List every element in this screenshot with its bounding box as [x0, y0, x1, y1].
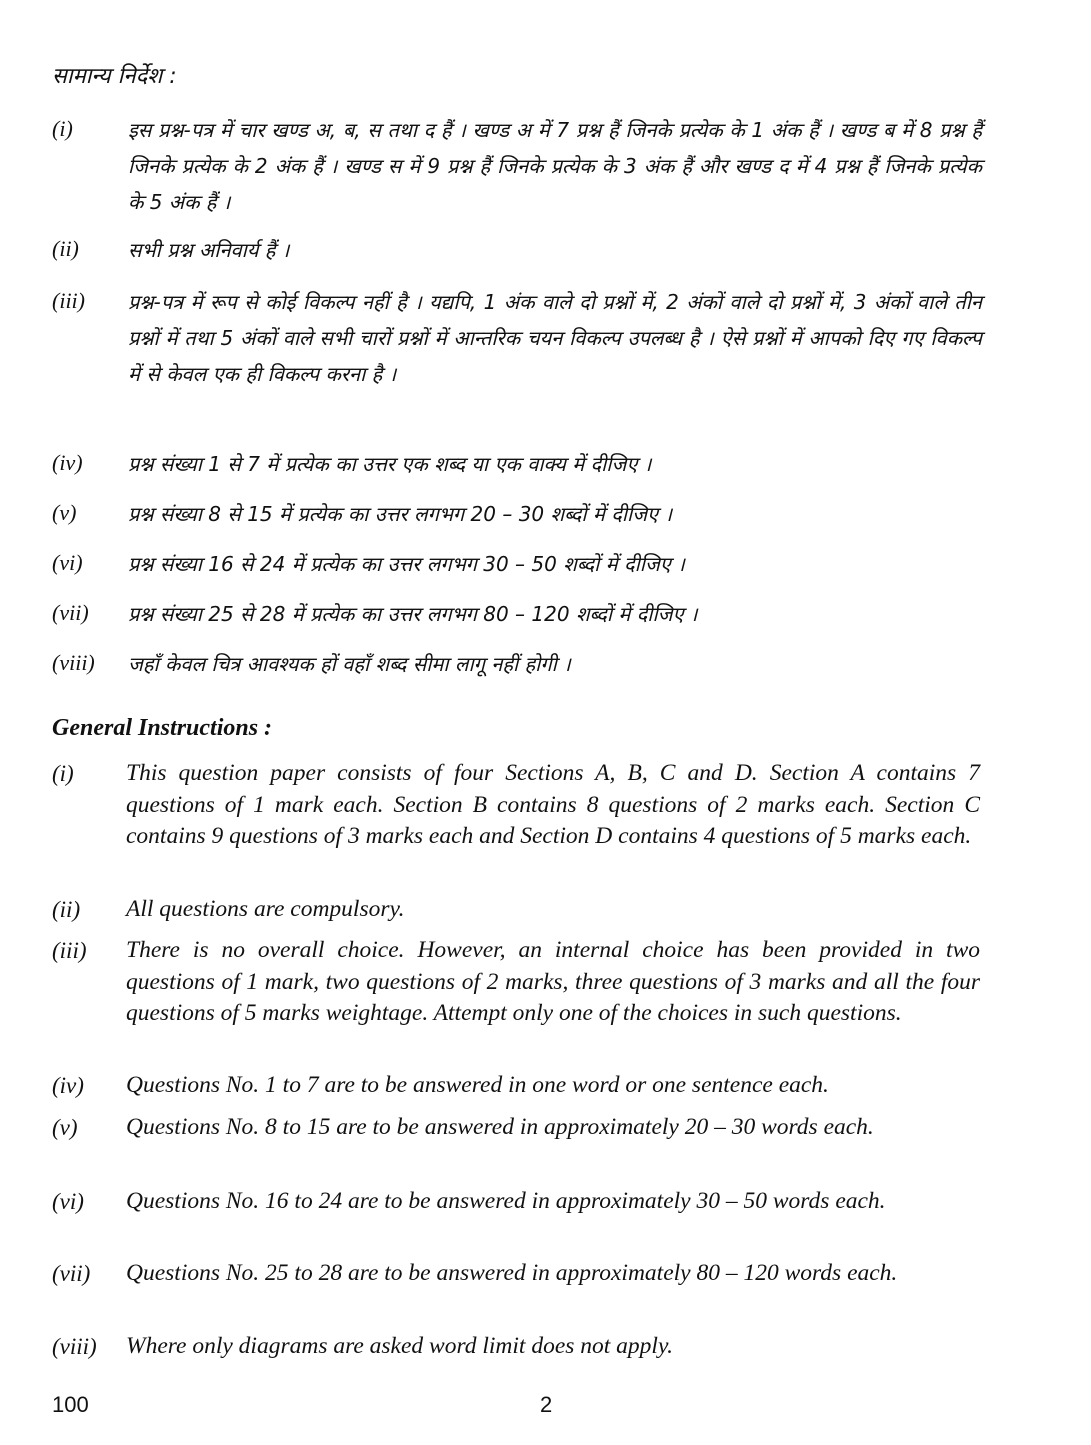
item-number: (iv): [52, 450, 83, 475]
item-text: सभी प्रश्न अनिवार्य हैं ।: [128, 238, 290, 262]
item-text: इस प्रश्न-पत्र में चार खण्ड अ, ब, स तथा द हैं । खण्ड अ में 7 प्रश्न हैं जिनके प्रत्येक के 1 अंक हैं । खण्ड ब में 8 प्रश्न हैं जिनके प्रत्येक के 2 अंक हैं । खण्ड स में 9 प्रश्न हैं जिनके प्रत्येक के 3 अंक हैं और खण्ड द में 4 प्रश्न हैं जिनके प्रत्येक के 5 अंक हैं ।: [128, 118, 982, 214]
item-number: (vi): [52, 550, 83, 575]
item-text: Questions No. 1 to 7 are to be answered in one word or one sentence each.: [126, 1072, 829, 1098]
item-number: (iii): [52, 288, 85, 313]
item-text: जहाँ केवल चित्र आवश्यक हों वहाँ शब्द सीमा लागू नहीं होगी ।: [128, 652, 571, 676]
item-number: (viii): [52, 650, 95, 675]
item-text: Questions No. 16 to 24 are to be answered in approximately 30 – 50 words each.: [126, 1188, 886, 1214]
item-text: Questions No. 25 to 28 are to be answered in approximately 80 – 120 words each.: [126, 1260, 898, 1286]
item-number: (vi): [52, 1189, 84, 1214]
item-text: This question paper consists of four Sections A, B, C and D. Section A contains 7 questions of 1 mark each. Section B contains 8 questions of 2 marks each. Section C contains 9 questions of 3 marks each and Section D contains 4 questions of 5 marks each.: [126, 760, 980, 849]
paper-code: 100: [52, 1392, 89, 1417]
item-number: (v): [52, 500, 77, 525]
hindi-instructions-heading: सामान्य निर्देश :: [52, 64, 177, 89]
item-text: Where only diagrams are asked word limit does not apply.: [126, 1333, 673, 1359]
item-number: (ii): [52, 897, 81, 922]
item-number: (i): [52, 761, 74, 786]
item-number: (iv): [52, 1073, 84, 1098]
item-text: All questions are compulsory.: [126, 896, 405, 922]
item-text: प्रश्न संख्या 25 से 28 में प्रत्येक का उत्तर लगभग 80 – 120 शब्दों में दीजिए ।: [128, 602, 698, 626]
item-text: प्रश्न-पत्र में रूप से कोई विकल्प नहीं है । यद्यपि, 1 अंक वाले दो प्रश्नों में, 2 अंकों वाले दो प्रश्नों में, 3 अंकों वाले तीन प्रश्नों में तथा 5 अंकों वाले सभी चारों प्रश्नों में आन्तरिक चयन विकल्प उपलब्ध है । ऐसे प्रश्नों में आपको दिए गए विकल्प में से केवल एक ही विकल्प करना है ।: [128, 290, 982, 386]
item-text: Questions No. 8 to 15 are to be answered in approximately 20 – 30 words each.: [126, 1114, 874, 1140]
item-number: (v): [52, 1115, 78, 1140]
item-text: There is no overall choice. However, an internal choice has been provided in two questions of 1 mark, two questions of 2 marks, three questions of 3 marks and all the four questions of 5 marks weightage. Attempt only one of the choices in such questions.: [126, 937, 980, 1026]
english-instructions-heading: General Instructions :: [52, 715, 273, 741]
item-number: (viii): [52, 1334, 97, 1359]
page-number: 2: [540, 1392, 553, 1417]
item-number: (vii): [52, 600, 89, 625]
item-number: (vii): [52, 1261, 91, 1286]
item-number: (ii): [52, 236, 79, 261]
item-text: प्रश्न संख्या 16 से 24 में प्रत्येक का उत्तर लगभग 30 – 50 शब्दों में दीजिए ।: [128, 552, 685, 576]
item-number: (i): [52, 116, 73, 141]
item-number: (iii): [52, 938, 87, 963]
item-text: प्रश्न संख्या 8 से 15 में प्रत्येक का उत्तर लगभग 20 – 30 शब्दों में दीजिए ।: [128, 502, 673, 526]
item-text: प्रश्न संख्या 1 से 7 में प्रत्येक का उत्तर एक शब्द या एक वाक्य में दीजिए ।: [128, 452, 652, 476]
